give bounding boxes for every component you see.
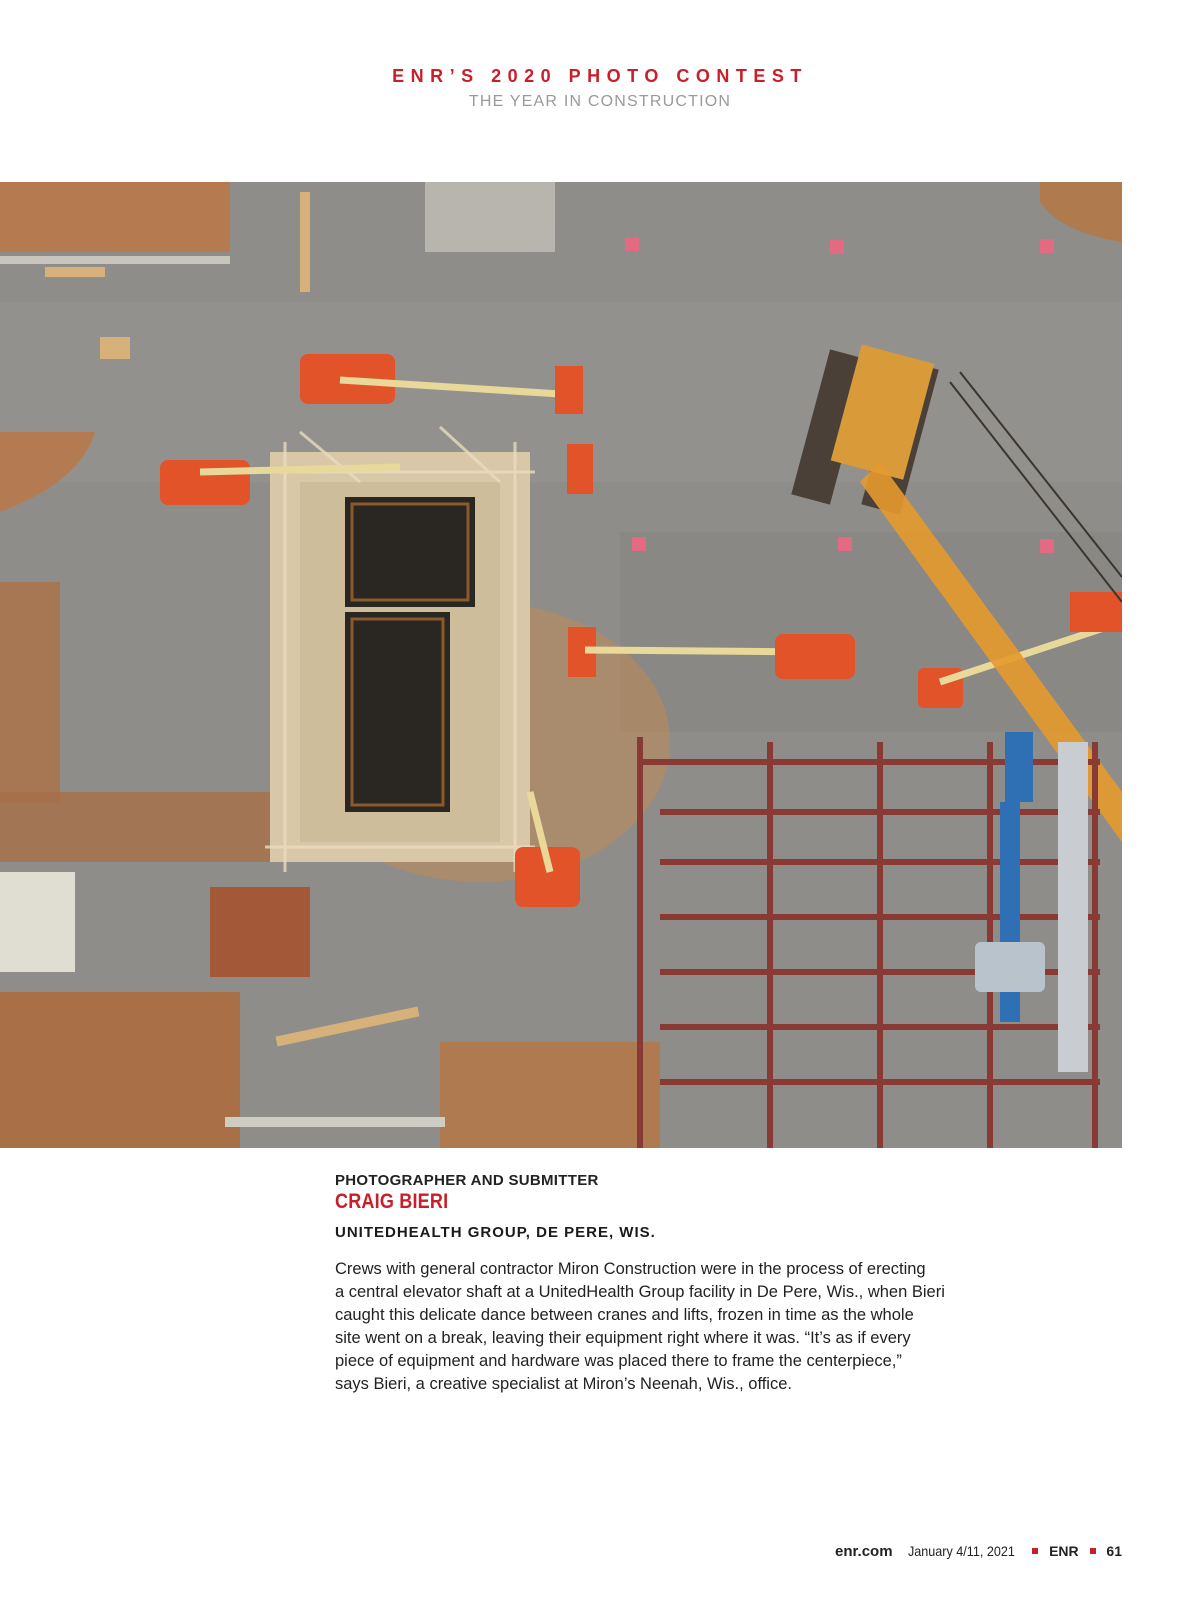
caption-line: a central elevator shaft at a UnitedHealth Group facility in De Pere, Wis., when Bieri bbox=[335, 1283, 945, 1301]
caption-line: Crews with general contractor Miron Construction were in the process of erecting bbox=[335, 1260, 926, 1278]
footer-brand: ENR bbox=[1049, 1543, 1079, 1559]
separator-square-icon bbox=[1090, 1548, 1096, 1554]
project-location: UNITEDHEALTH GROUP, DE PERE, WIS. bbox=[335, 1224, 656, 1241]
photo-caption bbox=[335, 1258, 1035, 1396]
aerial-lift-right-small bbox=[567, 444, 593, 494]
caption-line: caught this delicate dance between cranes and lifts, frozen in time as the whole bbox=[335, 1306, 914, 1324]
photo-credit-label: PHOTOGRAPHER AND SUBMITTER bbox=[335, 1172, 599, 1189]
section-kicker: ENR’S 2020 PHOTO CONTEST bbox=[392, 66, 808, 86]
caption-line: piece of equipment and hardware was placed there to frame the centerpiece,” bbox=[335, 1352, 902, 1370]
caption-line: says Bieri, a creative specialist at Miron’s Neenah, Wis., office. bbox=[335, 1375, 792, 1393]
page-footer bbox=[835, 1543, 1122, 1560]
photographer-name: CRAIG BIERI bbox=[335, 1190, 449, 1213]
footer-site: enr.com bbox=[835, 1543, 893, 1560]
page-number: 61 bbox=[1106, 1543, 1122, 1559]
aerial-construction-photo bbox=[0, 182, 1122, 1148]
footer-date: January 4/11, 2021 bbox=[908, 1543, 1016, 1559]
caption-line: site went on a break, leaving their equipment right where it was. “It’s as if every bbox=[335, 1329, 911, 1347]
separator-square-icon bbox=[1032, 1548, 1038, 1554]
section-subkicker: THE YEAR IN CONSTRUCTION bbox=[468, 93, 732, 110]
